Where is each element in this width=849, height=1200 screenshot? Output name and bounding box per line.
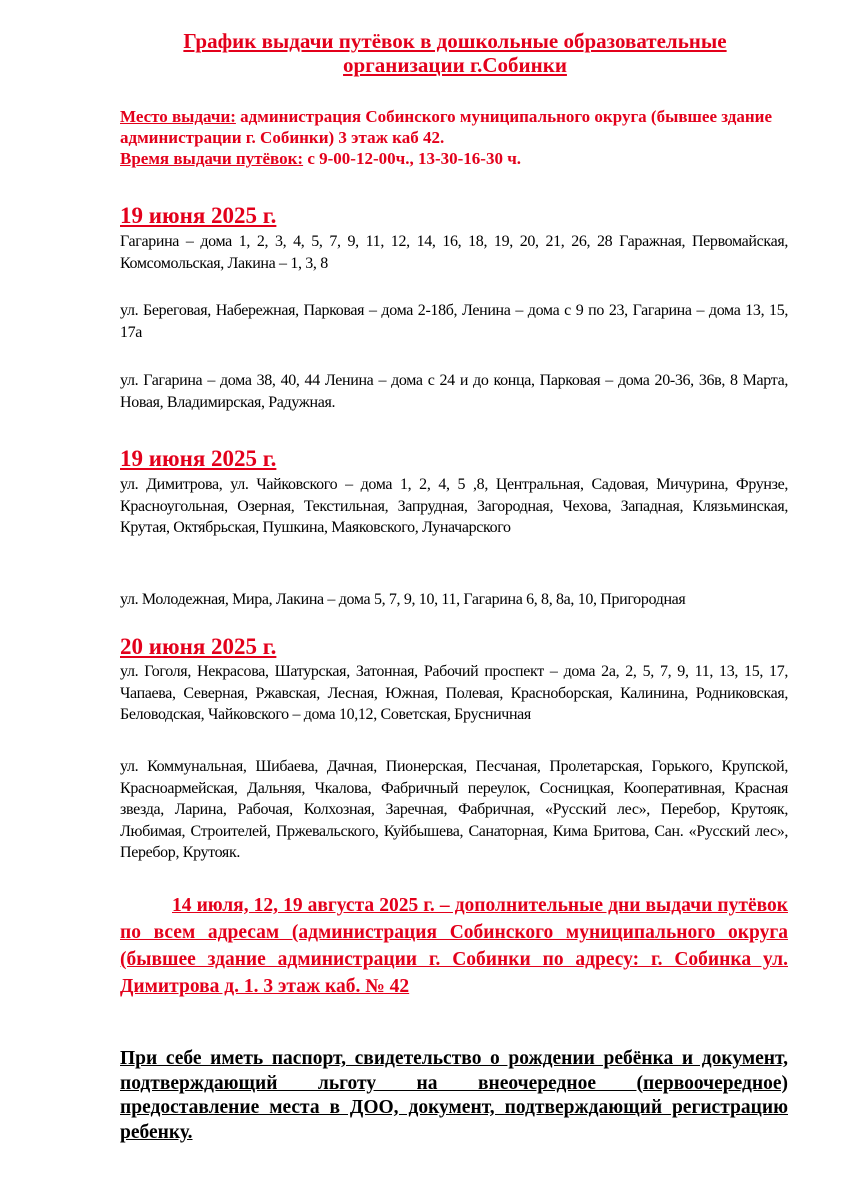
additional-days-notice: 14 июля, 12, 19 августа 2025 г. – дополнительные дни выдачи путёвок по всем адресам (администрация Собинского муниципального округа (бывшее здание администрации г. Собинки по адресу: г. Собинка ул. Димитрова д. 1. 3 этаж каб. № 42 xyxy=(120,895,788,997)
address-paragraph: ул. Димитрова, ул. Чайковского – дома 1, 2, 4, 5 ,8, Центральная, Садовая, Мичурина, Фрунзе, Красноугольная, Озерная, Текстильная, Запрудная, Загородная, Чехова, Западная, Клязьминская, Крутая, Октябрьская, Пушкина, Маяковского, Луначарского xyxy=(120,476,788,536)
address-paragraph: ул. Береговая, Набережная, Парковая – дома 2-18б, Ленина – дома с 9 по 23, Гагарина – дома 13, 15, 17а xyxy=(120,302,788,341)
place-text: администрация Собинского муниципального округа (бывшее здание администрации г. Собинки) 3 этаж каб 42. xyxy=(120,107,772,147)
time-label: Время выдачи путёвок: xyxy=(120,149,304,168)
address-paragraph: ул. Коммунальная, Шибаева, Дачная, Пионерская, Песчаная, Пролетарская, Горького, Крупской, Красноармейская, Дальняя, Чкалова, Фабричный переулок, Сосницкая, Кооперативная, Красная звезда, Ларина, Рабочая, Колхозная, Заречная, Фабричная, «Русский лес», Перебор, Крутояк, Любимая, Строителей, Пржевальского, Куйбышева, Санаторная, Кима Бритова, Сан. «Русский лес», Перебор, Крутояк. xyxy=(120,758,788,861)
place-label: Место выдачи: xyxy=(120,107,236,126)
page-title: График выдачи путёвок в дошкольные образовательные организации г.Собинки xyxy=(183,29,727,77)
address-paragraph: ул. Гоголя, Некрасова, Шатурская, Затонная, Рабочий проспект – дома 2а, 2, 5, 7, 9, 11, 13, 15, 17, Чапаева, Северная, Ржавская, Лесная, Южная, Полевая, Красноборская, Калинина, Родниковская, Беловодская, Чайковского – дома 10,12, Советская, Брусничная xyxy=(120,663,788,723)
address-paragraph: ул. Гагарина – дома 38, 40, 44 Ленина – дома с 24 и до конца, Парковая – дома 20-36, 36в, 8 Марта, Новая, Владимирская, Радужная. xyxy=(120,372,788,411)
address-paragraph: Гагарина – дома 1, 2, 3, 4, 5, 7, 9, 11, 12, 14, 16, 18, 19, 20, 21, 26, 28 Гаражная, Первомайская, Комсомольская, Лакина – 1, 3, 8 xyxy=(120,233,788,272)
time-text: с 9-00-12-00ч., 13-30-16-30 ч. xyxy=(303,149,522,168)
address-paragraph: ул. Молодежная, Мира, Лакина – дома 5, 7, 9, 10, 11, Гагарина 6, 8, 8а, 10, Пригородная xyxy=(120,591,686,608)
issue-info xyxy=(120,106,800,169)
section-date: 20 июня 2025 г. xyxy=(120,634,277,659)
section-date: 19 июня 2025 г. xyxy=(120,203,277,228)
documents-note: При себе иметь паспорт, свидетельство о рождении ребёнка и документ, подтверждающий льготу на внеочередное (первоочередное) предоставление места в ДОО, документ, подтверждающий регистрацию ребенку. xyxy=(120,1048,788,1143)
section-date: 19 июня 2025 г. xyxy=(120,446,277,471)
